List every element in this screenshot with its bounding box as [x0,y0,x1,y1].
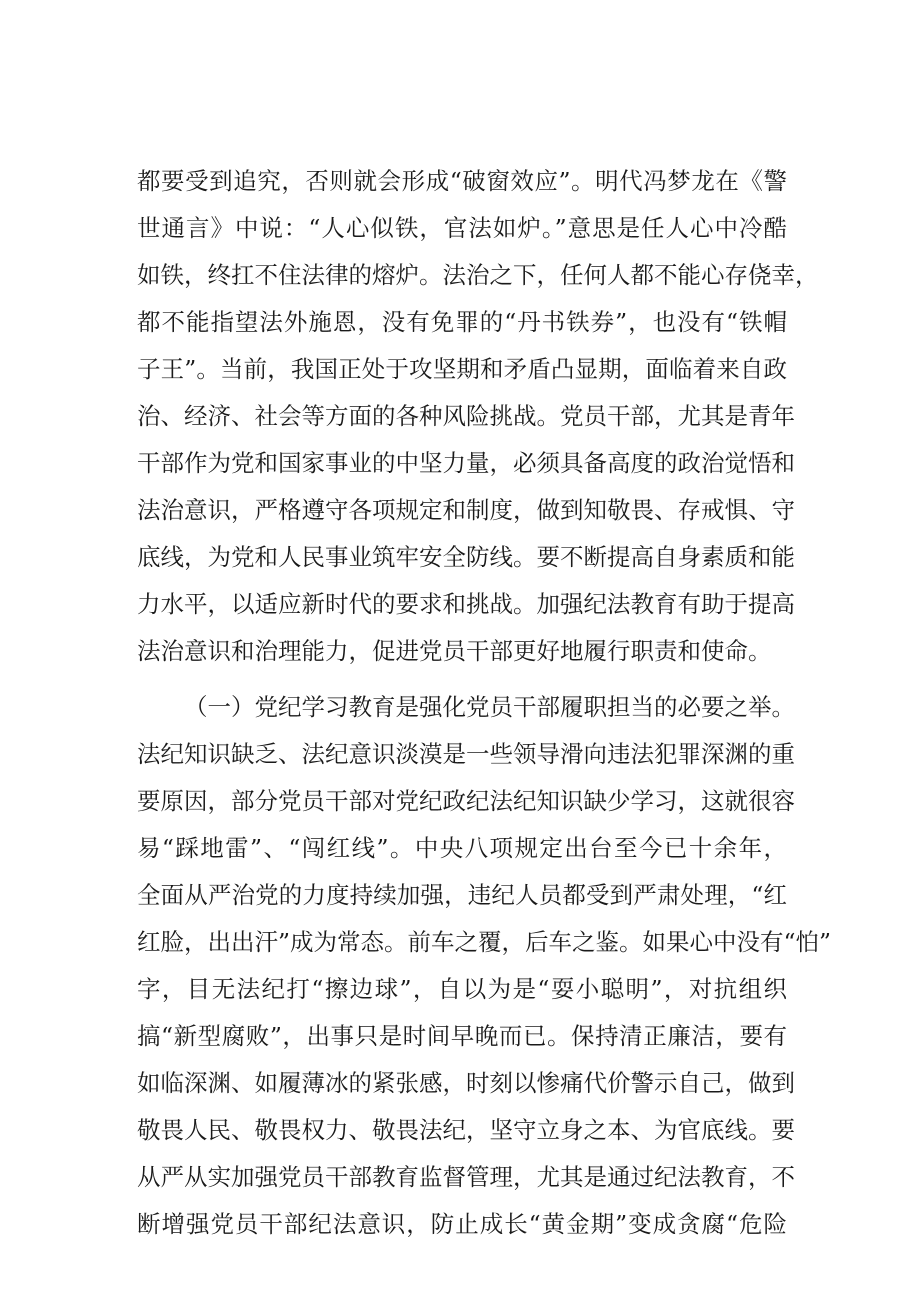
text-line: 法治意识，严格遵守各项规定和制度，做到知敬畏、存戒惧、守 [137,496,795,524]
text-line: 全面从严治党的力度持续加强，违纪人员都受到严肃处理，“红 [137,881,787,909]
text-line: 要原因，部分党员干部对党纪政纪法纪知识缺少学习，这就很容 [137,787,795,815]
paragraph-2 [137,684,832,1248]
section-heading-line: （一）党纪学习教育是强化党员干部履职担当的必要之举。 [184,693,795,721]
document-body [137,158,832,1248]
text-line: 搞“新型腐败”，出事只是时间早晚而已。保持清正廉洁，要有 [137,1022,787,1050]
text-line: 红脸，出出汗”成为常态。前车之覆，后车之鉴。如果心中没有“怕” [137,928,832,956]
text-line: 法治意识和治理能力，促进党员干部更好地履行职责和使命。 [137,637,772,665]
text-line: 如铁，终扛不住法律的熔炉。法治之下，任何人都不能心存侥幸， [137,261,819,289]
text-line: 子王”。当前，我国正处于攻坚期和矛盾凸显期，面临着来自政 [137,355,787,383]
text-line: 底线，为党和人民事业筑牢安全防线。要不断提高自身素质和能 [137,543,795,571]
text-line: 如临深渊、如履薄冰的紧张感，时刻以惨痛代价警示自己，做到 [137,1069,795,1097]
text-line: 治、经济、社会等方面的各种风险挑战。党员干部，尤其是青年 [137,402,795,430]
text-line: 力水平，以适应新时代的要求和挑战。加强纪法教育有助于提高 [137,590,795,618]
paragraph-gap [137,675,787,684]
text-line: 干部作为党和国家事业的中坚力量，必须具备高度的政治觉悟和 [137,449,795,477]
text-line: 都要受到追究，否则就会形成“破窗效应”。明代冯梦龙在《警 [137,167,787,195]
text-line: 敬畏人民、敬畏权力、敬畏法纪，坚守立身之本、为官底线。要 [137,1116,795,1144]
text-line: 世通言》中说：“人心似铁，官法如炉。”意思是任人心中冷酷 [137,214,787,242]
text-line: 法纪知识缺乏、法纪意识淡漠是一些领导滑向违法犯罪深渊的重 [137,740,795,768]
paragraph-1 [137,158,819,675]
text-line: 断增强党员干部纪法意识，防止成长“黄金期”变成贪腐“危险 [137,1210,787,1238]
text-line: 都不能指望法外施恩，没有免罪的“丹书铁券”，也没有“铁帽 [137,308,787,336]
text-line: 字，目无法纪打“擦边球”，自以为是“耍小聪明”，对抗组织 [137,975,787,1003]
text-line: 从严从实加强党员干部教育监督管理，尤其是通过纪法教育，不 [137,1163,795,1191]
text-line: 易“踩地雷”、“闯红线”。中央八项规定出台至今已十余年， [137,834,787,862]
